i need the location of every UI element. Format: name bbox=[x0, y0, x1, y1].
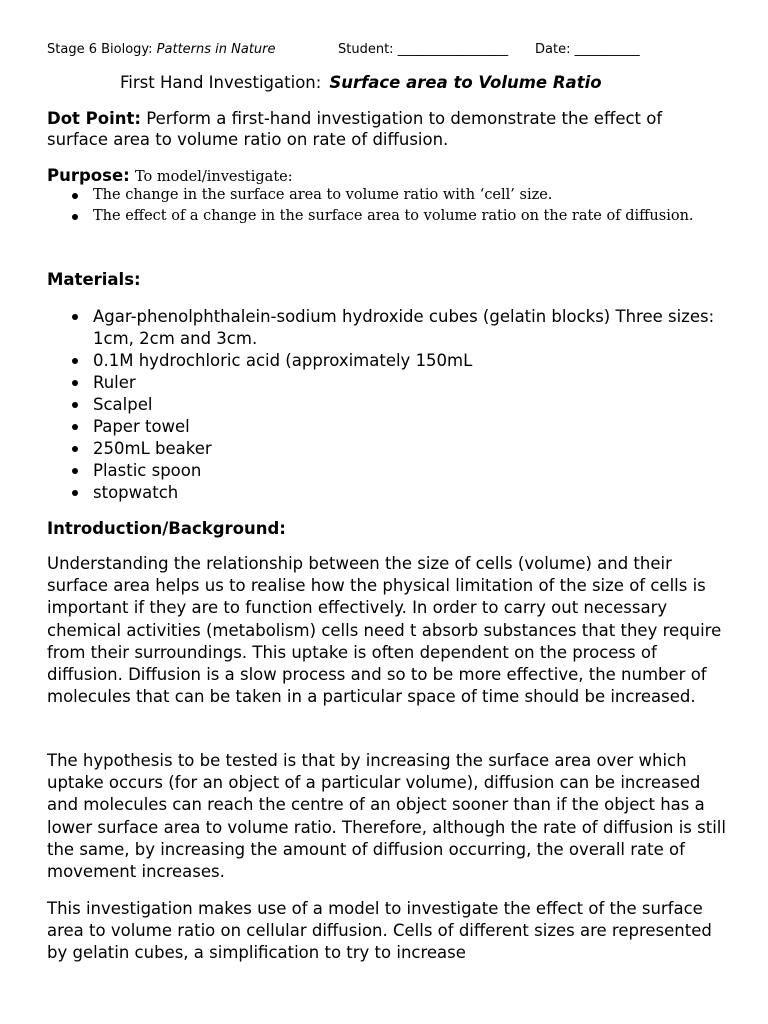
list-item: stopwatch bbox=[47, 482, 727, 504]
introduction-heading: Introduction/Background: bbox=[47, 519, 286, 538]
page-title bbox=[120, 73, 602, 92]
purpose-intro: To model/investigate: bbox=[134, 169, 293, 185]
dot-point-label: Dot Point: bbox=[47, 109, 141, 128]
date-field: Date: __________ bbox=[535, 42, 640, 57]
materials-section bbox=[47, 306, 727, 504]
list-item: The effect of a change in the surface area to volume ratio on the rate of diffusion. bbox=[47, 206, 727, 227]
purpose-list bbox=[47, 185, 727, 227]
course-topic: Patterns in Nature bbox=[156, 42, 276, 57]
title-emphasis: Surface area to Volume Ratio bbox=[329, 73, 602, 92]
list-item: Ruler bbox=[47, 372, 727, 394]
list-item: Plastic spoon bbox=[47, 460, 727, 482]
course-label bbox=[47, 42, 276, 57]
list-item: Paper towel bbox=[47, 416, 727, 438]
introduction-paragraph-3: This investigation makes use of a model to investigate the effect of the surface area to volume ratio on cellular diffusion. Cells of different sizes are represented by gelatin cubes, a simplification to try to increase bbox=[47, 899, 712, 963]
purpose-section bbox=[47, 166, 727, 227]
purpose-label: Purpose: bbox=[47, 166, 130, 185]
materials-heading: Materials: bbox=[47, 270, 141, 289]
materials-list bbox=[47, 306, 727, 504]
dot-point-text: Perform a first-hand investigation to demonstrate the effect of surface area to volume ratio on rate of diffusion. bbox=[47, 109, 663, 149]
student-field: Student: _________________ bbox=[338, 42, 509, 57]
introduction-paragraph-1: Understanding the relationship between the size of cells (volume) and their surface area helps us to realise how the physical limitation of the size of cells is important if they are to function effectively. In order to carry out necessary chemical activities (metabolism) cells need t absorb substances that they require from their surroundings. This uptake is often dependent on the process of diffusion. Diffusion is a slow process and so to be more effective, the number of molecules that can be taken in a particular space of time should be increased. bbox=[47, 554, 722, 707]
course-prefix: Stage 6 Biology: bbox=[47, 42, 157, 57]
list-item: The change in the surface area to volume ratio with ‘cell’ size. bbox=[47, 185, 727, 206]
dot-point-section bbox=[47, 108, 727, 150]
list-item: Agar-phenolphthalein-sodium hydroxide cubes (gelatin blocks) Three sizes: 1cm, 2cm and 3cm. bbox=[47, 306, 727, 350]
title-prefix: First Hand Investigation: bbox=[120, 73, 322, 92]
purpose-lead bbox=[47, 166, 727, 185]
list-item: Scalpel bbox=[47, 394, 727, 416]
introduction-paragraph-2: The hypothesis to be tested is that by increasing the surface area over which uptake occurs (for an object of a particular volume), diffusion can be increased and molecules can reach the centre of an object sooner than if the object has a lower surface area to volume ratio. Therefore, although the rate of diffusion is still the same, by increasing the amount of diffusion occurring, the overall rate of movement increases. bbox=[47, 751, 726, 882]
list-item: 0.1M hydrochloric acid (approximately 150mL bbox=[47, 350, 727, 372]
list-item: 250mL beaker bbox=[47, 438, 727, 460]
